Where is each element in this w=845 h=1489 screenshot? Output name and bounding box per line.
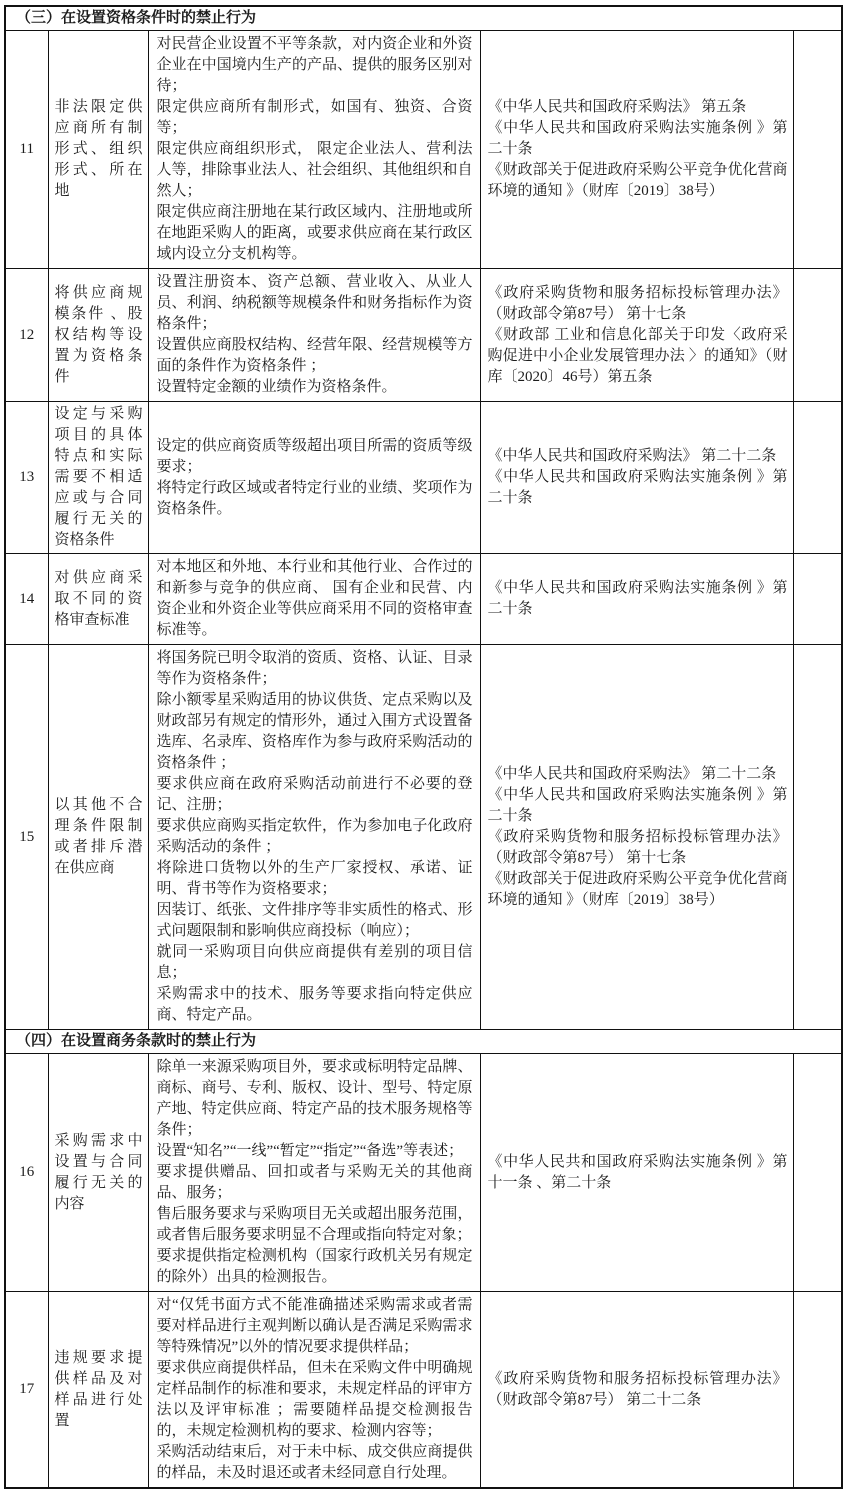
description-item: 因装订、纸张、文件排序等非实质性的格式、形式问题限制和影响供应商投标（响应）； xyxy=(156,902,473,939)
row-empty-cell xyxy=(793,554,842,645)
document-page xyxy=(0,5,845,1481)
description-item: 设定的供应商资质等级超出项目所需的资质等级要求； xyxy=(156,437,473,475)
row-number: 13 xyxy=(5,402,48,554)
section-header-row xyxy=(5,1030,842,1054)
description-item: 限定供应商组织形式， 限定企业法人、营利法人等，排除事业法人、社会组织、其他组织和自然人； xyxy=(156,141,473,199)
category-text: 违规要求提供样品及对样品进行处置 xyxy=(54,1349,143,1429)
description-item: 将除进口货物以外的生产厂家授权、承诺、证明、背书等作为资格要求； xyxy=(156,860,473,897)
row-empty-cell xyxy=(793,1054,842,1292)
description-item: 设置供应商股权结构、经营年限、经营规模等方面的条件作为资格条件 ； xyxy=(156,337,473,374)
row-legal-basis xyxy=(480,1054,793,1292)
legal-item: 《中华人民共和国政府采购法》 第二十二条 xyxy=(487,765,777,782)
row-description xyxy=(148,31,480,269)
section-header-row xyxy=(5,6,842,31)
legal-item: 《财政部 工业和信息化部关于印发〈政府采购促进中小企业发展管理办法 〉的通知》（财库〔2020〕46号）第五条 xyxy=(487,326,788,385)
row-description xyxy=(148,645,480,1030)
table-row xyxy=(5,402,842,554)
description-item: 就同一采购项目向供应商提供有差别的项目信息； xyxy=(156,944,473,981)
row-category xyxy=(48,31,148,269)
row-empty-cell xyxy=(793,269,842,402)
row-empty-cell xyxy=(793,402,842,554)
category-text: 非法限定供应商所有制形式、组织形式、所在地 xyxy=(54,99,143,199)
legal-item: 《政府采购货物和服务招标投标管理办法》（财政部令第87号） 第十七条 xyxy=(487,284,788,322)
category-text: 设定与采购项目的具体特点和实际需要不相适应或与合同履行无关的资格条件 xyxy=(54,406,143,548)
legal-item: 《财政部关于促进政府采购公平竞争优化营商环境的通知 》（财库〔2019〕38号） xyxy=(487,870,788,908)
row-legal-basis xyxy=(480,402,793,554)
description-item: 对“仅凭书面方式不能准确描述采购需求或者需要对样品进行主观判断以确认是否满足采购需求等特殊情况”以外的情况要求提供样品； xyxy=(156,1297,473,1355)
category-text: 将供应商规模条件 、股权结构等设置为资格条件 xyxy=(54,284,143,385)
row-number: 16 xyxy=(5,1054,48,1292)
row-number: 17 xyxy=(5,1292,48,1489)
table-row xyxy=(5,1054,842,1292)
legal-item: 《中华人民共和国政府采购法实施条例 》第二十条 xyxy=(487,469,788,506)
row-legal-basis xyxy=(480,645,793,1030)
description-item: 要求供应商在政府采购活动前进行不必要的登记、注册； xyxy=(156,776,473,813)
legal-item: 《中华人民共和国政府采购法实施条例 》第二十条 xyxy=(487,120,788,157)
category-text: 以其他不合理条件限制或者排斥潜在供应商 xyxy=(54,797,143,876)
legal-item: 《政府采购货物和服务招标投标管理办法》（财政部令第87号） 第十七条 xyxy=(487,828,788,866)
row-category xyxy=(48,402,148,554)
legal-item: 《中华人民共和国政府采购法》 第二十二条 xyxy=(487,448,777,464)
table-row xyxy=(5,554,842,645)
row-number: 15 xyxy=(5,645,48,1030)
legal-item: 《中华人民共和国政府采购法实施条例 》第二十条 xyxy=(487,580,788,617)
row-number: 14 xyxy=(5,554,48,645)
row-number: 12 xyxy=(5,269,48,402)
description-item: 除小额零星采购适用的协议供货、定点采购以及财政部另有规定的情形外，通过入围方式设置备选库、名录库、资格库作为参与政府采购活动的资格条件 ； xyxy=(156,692,473,771)
description-item: 要求供应商提供样品，但未在采购文件中明确规定样品制作的标准和要求，未规定样品的评审方法以及评审标准 ；需要随样品提交检测报告的，未规定检测机构的要求、检测内容等； xyxy=(156,1360,473,1439)
description-item: 要求提供赠品、回扣或者与采购无关的其他商品、服务； xyxy=(156,1164,473,1201)
table-row xyxy=(5,31,842,269)
row-empty-cell xyxy=(793,1292,842,1489)
category-text: 对供应商采取不同的资格审查标准 xyxy=(54,569,143,628)
row-description xyxy=(148,1054,480,1292)
description-item: 采购活动结束后，对于未中标、成交供应商提供的样品，未及时退还或者未经同意自行处理。 xyxy=(156,1444,473,1481)
table-row xyxy=(5,1292,842,1489)
description-item: 要求供应商购买指定软件，作为参加电子化政府采购活动的条件 ； xyxy=(156,818,473,855)
legal-item: 《中华人民共和国政府采购法实施条例 》第二十条 xyxy=(487,786,788,824)
section-title: （三）在设置资格条件时的禁止行为 xyxy=(5,6,842,31)
category-text: 采购需求中设置与合同履行无关的内容 xyxy=(54,1132,143,1212)
description-item: 设置特定金额的业绩作为资格条件。 xyxy=(156,379,397,395)
row-legal-basis xyxy=(480,269,793,402)
row-number: 11 xyxy=(5,31,48,269)
row-category xyxy=(48,554,148,645)
legal-item: 《中华人民共和国政府采购法》 第五条 xyxy=(487,99,747,115)
prohibited-behaviors-table xyxy=(4,5,843,1489)
row-legal-basis xyxy=(480,1292,793,1489)
description-item: 要求提供指定检测机构（国家行政机关另有规定的除外）出具的检测报告。 xyxy=(156,1248,473,1285)
row-category xyxy=(48,1054,148,1292)
description-item: 限定供应商所有制形式，如国有、独资、合资等； xyxy=(156,99,473,136)
row-category xyxy=(48,645,148,1030)
section-title: （四）在设置商务条款时的禁止行为 xyxy=(5,1030,842,1054)
description-item: 设置“知名”“一线”“暂定”“指定”“备选”等表述； xyxy=(156,1143,464,1159)
legal-item: 《政府采购货物和服务招标投标管理办法》（财政部令第87号） 第二十二条 xyxy=(487,1370,788,1408)
row-empty-cell xyxy=(793,645,842,1030)
row-category xyxy=(48,1292,148,1489)
description-item: 限定供应商注册地在某行政区域内、注册地或所在地距采购人的距离，或要求供应商在某行政区域内设立分支机构等。 xyxy=(156,204,473,262)
table-row xyxy=(5,645,842,1030)
legal-item: 《财政部关于促进政府采购公平竞争优化营商环境的通知 》（财库〔2019〕38号） xyxy=(487,162,788,199)
row-description xyxy=(148,1292,480,1489)
description-item: 除单一来源采购项目外，要求或标明特定品牌、商标、商号、专利、版权、设计、型号、特定原产地、特定供应商、特定产品的技术服务规格等条件； xyxy=(156,1059,473,1138)
row-legal-basis xyxy=(480,31,793,269)
description-item: 对民营企业设置不平等条款，对内资企业和外资企业在中国境内生产的产品、提供的服务区别对待； xyxy=(156,36,473,94)
row-description xyxy=(148,554,480,645)
description-item: 售后服务要求与采购项目无关或超出服务范围，或者售后服务要求明显不合理或指向特定对象； xyxy=(156,1206,473,1243)
description-item: 将国务院已明令取消的资质、资格、认证、目录等作为资格条件； xyxy=(156,650,473,687)
description-item: 将特定行政区域或者特定行业的业绩、奖项作为资格条件。 xyxy=(156,479,473,517)
description-item: 对本地区和外地、本行业和其他行业、合作过的和新参与竞争的供应商、 国有企业和民营、内资企业和外资企业等供应商采用不同的资格审查标准等。 xyxy=(156,559,473,638)
row-empty-cell xyxy=(793,31,842,269)
row-description xyxy=(148,402,480,554)
description-item: 采购需求中的技术、服务等要求指向特定供应商、特定产品。 xyxy=(156,986,473,1023)
table-row xyxy=(5,269,842,402)
row-description xyxy=(148,269,480,402)
row-legal-basis xyxy=(480,554,793,645)
description-item: 设置注册资本、资产总额、营业收入、从业人员、利润、纳税额等规模条件和财务指标作为资格条件； xyxy=(156,274,473,332)
legal-item: 《中华人民共和国政府采购法实施条例 》第十一条 、第二十条 xyxy=(487,1153,788,1191)
row-category xyxy=(48,269,148,402)
